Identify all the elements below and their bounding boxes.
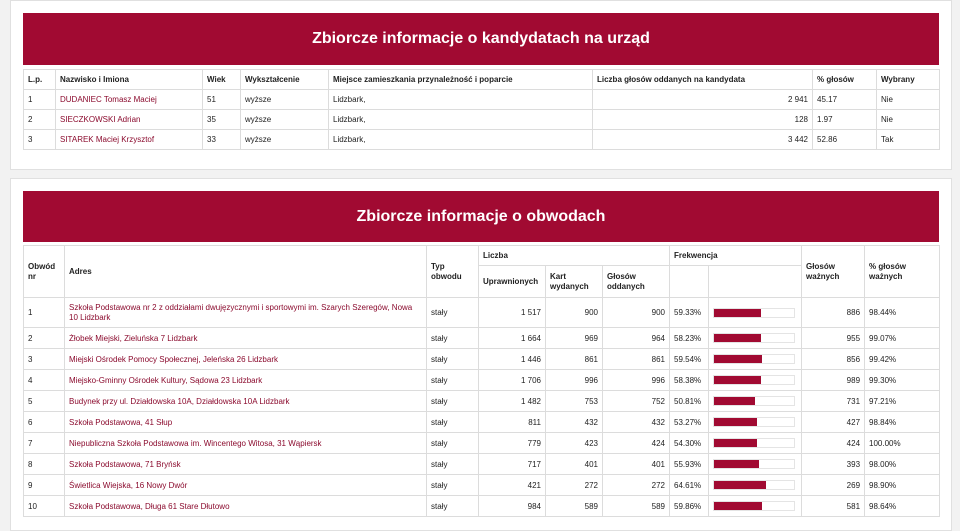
district-address-cell xyxy=(65,475,427,496)
district-row xyxy=(24,475,940,496)
col-turnout-pct xyxy=(670,266,709,298)
candidate-vote-pct: 52.86 xyxy=(813,130,877,150)
district-cast: 900 xyxy=(603,298,670,328)
district-valid-pct: 98.84% xyxy=(865,412,940,433)
district-nr: 6 xyxy=(24,412,65,433)
col-name: Nazwisko i Imiona xyxy=(56,70,203,90)
district-turnout-bar-cell xyxy=(709,328,802,349)
district-address-link[interactable]: Miejski Ośrodek Pomocy Społecznej, Jeleńska 26 Lidzbark xyxy=(69,354,278,364)
district-valid: 581 xyxy=(802,496,865,517)
candidate-lp: 3 xyxy=(24,130,56,150)
district-turnout-bar-cell xyxy=(709,370,802,391)
col-eligible: Uprawnionych xyxy=(479,266,546,298)
candidate-name-cell xyxy=(56,110,203,130)
district-address-cell xyxy=(65,349,427,370)
district-nr: 10 xyxy=(24,496,65,517)
district-valid-pct: 99.30% xyxy=(865,370,940,391)
district-nr: 4 xyxy=(24,370,65,391)
district-cards: 996 xyxy=(546,370,603,391)
turnout-bar-fill xyxy=(714,418,757,426)
district-valid: 955 xyxy=(802,328,865,349)
district-valid-pct: 99.42% xyxy=(865,349,940,370)
district-address-cell xyxy=(65,298,427,328)
district-address-link[interactable]: Świetlica Wiejska, 16 Nowy Dwór xyxy=(69,480,188,490)
district-type: stały xyxy=(427,349,479,370)
district-valid: 886 xyxy=(802,298,865,328)
district-row xyxy=(24,391,940,412)
district-row xyxy=(24,349,940,370)
candidate-row xyxy=(24,110,940,130)
district-address-cell xyxy=(65,391,427,412)
candidate-name-cell xyxy=(56,130,203,150)
district-nr: 2 xyxy=(24,328,65,349)
district-valid: 427 xyxy=(802,412,865,433)
district-cast: 752 xyxy=(603,391,670,412)
col-elected: Wybrany xyxy=(877,70,940,90)
district-address-link[interactable]: Szkoła Podstawowa, Długa 61 Stare Dłutowo xyxy=(69,501,230,511)
district-cards: 861 xyxy=(546,349,603,370)
candidates-title: Zbiorcze informacje o kandydatach na urząd xyxy=(23,13,939,65)
district-address-link[interactable]: Szkoła Podstawowa nr 2 z oddziałami dwujęzycznymi i sportowymi im. Szarych Szeregów, Nowa 10 Lidzbark xyxy=(69,302,413,322)
district-eligible: 811 xyxy=(479,412,546,433)
district-eligible: 1 706 xyxy=(479,370,546,391)
district-row xyxy=(24,433,940,454)
district-address-link[interactable]: Szkoła Podstawowa, 71 Bryńsk xyxy=(69,459,181,469)
district-eligible: 1 517 xyxy=(479,298,546,328)
district-address-link[interactable]: Niepubliczna Szkoła Podstawowa im. Wincentego Witosa, 31 Wąpiersk xyxy=(69,438,322,448)
turnout-bar-fill xyxy=(714,334,761,342)
district-eligible: 1 482 xyxy=(479,391,546,412)
col-residence: Miejsce zamieszkania przynależność i poparcie xyxy=(329,70,593,90)
candidate-age: 35 xyxy=(203,110,241,130)
district-cast: 589 xyxy=(603,496,670,517)
candidate-age: 33 xyxy=(203,130,241,150)
districts-panel xyxy=(10,178,952,531)
district-nr: 9 xyxy=(24,475,65,496)
candidate-votes: 2 941 xyxy=(593,90,813,110)
district-row xyxy=(24,328,940,349)
col-valid-pct: % głosów ważnych xyxy=(865,246,940,298)
district-turnout: 59.33% xyxy=(670,298,709,328)
district-address-cell xyxy=(65,496,427,517)
district-address-link[interactable]: Miejsko-Gminny Ośrodek Kultury, Sądowa 23 Lidzbark xyxy=(69,375,263,385)
turnout-bar-fill xyxy=(714,460,759,468)
col-education: Wykształcenie xyxy=(241,70,329,90)
district-valid-pct: 99.07% xyxy=(865,328,940,349)
turnout-bar xyxy=(713,438,795,448)
district-turnout: 54.30% xyxy=(670,433,709,454)
district-type: stały xyxy=(427,412,479,433)
district-valid-pct: 98.64% xyxy=(865,496,940,517)
district-turnout-bar-cell xyxy=(709,298,802,328)
district-address-link[interactable]: Budynek przy ul. Działdowska 10A, Działdowska 10A Lidzbark xyxy=(69,396,290,406)
district-address-cell xyxy=(65,328,427,349)
candidate-elected: Nie xyxy=(877,110,940,130)
candidate-votes: 3 442 xyxy=(593,130,813,150)
district-turnout-bar-cell xyxy=(709,475,802,496)
candidates-header-row xyxy=(24,70,940,90)
district-turnout-bar-cell xyxy=(709,349,802,370)
district-turnout: 64.61% xyxy=(670,475,709,496)
candidate-lp: 2 xyxy=(24,110,56,130)
district-type: stały xyxy=(427,496,479,517)
district-valid: 393 xyxy=(802,454,865,475)
district-eligible: 984 xyxy=(479,496,546,517)
district-eligible: 421 xyxy=(479,475,546,496)
turnout-bar xyxy=(713,333,795,343)
district-type: stały xyxy=(427,298,479,328)
candidate-lp: 1 xyxy=(24,90,56,110)
district-turnout-bar-cell xyxy=(709,412,802,433)
turnout-bar-fill xyxy=(714,502,762,510)
candidate-name-cell xyxy=(56,90,203,110)
turnout-bar-fill xyxy=(714,376,761,384)
district-address-cell xyxy=(65,412,427,433)
candidate-elected: Tak xyxy=(877,130,940,150)
district-turnout-bar-cell xyxy=(709,454,802,475)
district-nr: 1 xyxy=(24,298,65,328)
district-cards: 969 xyxy=(546,328,603,349)
candidate-residence: Lidzbark, xyxy=(329,90,593,110)
district-turnout: 55.93% xyxy=(670,454,709,475)
district-valid: 269 xyxy=(802,475,865,496)
candidate-education: wyższe xyxy=(241,110,329,130)
district-nr: 3 xyxy=(24,349,65,370)
district-turnout: 53.27% xyxy=(670,412,709,433)
candidate-row xyxy=(24,90,940,110)
candidate-votes: 128 xyxy=(593,110,813,130)
district-address-cell xyxy=(65,454,427,475)
col-turnout: Frekwencja xyxy=(670,246,802,266)
col-district-nr: Obwód nr xyxy=(24,246,65,298)
col-age: Wiek xyxy=(203,70,241,90)
col-lp: L.p. xyxy=(24,70,56,90)
candidate-elected: Nie xyxy=(877,90,940,110)
district-cards: 589 xyxy=(546,496,603,517)
col-turnout-bar xyxy=(709,266,802,298)
district-eligible: 717 xyxy=(479,454,546,475)
candidate-age: 51 xyxy=(203,90,241,110)
candidate-name-link[interactable]: SITAREK Maciej Krzysztof xyxy=(60,135,155,144)
district-turnout: 59.86% xyxy=(670,496,709,517)
candidate-row xyxy=(24,130,940,150)
district-nr: 5 xyxy=(24,391,65,412)
turnout-bar xyxy=(713,375,795,385)
col-type: Typ obwodu xyxy=(427,246,479,298)
district-valid-pct: 98.00% xyxy=(865,454,940,475)
district-cast: 401 xyxy=(603,454,670,475)
district-row xyxy=(24,298,940,328)
district-turnout: 58.23% xyxy=(670,328,709,349)
district-type: stały xyxy=(427,454,479,475)
district-cast: 996 xyxy=(603,370,670,391)
district-cast: 424 xyxy=(603,433,670,454)
district-turnout-bar-cell xyxy=(709,391,802,412)
district-address-link[interactable]: Szkoła Podstawowa, 41 Słup xyxy=(69,417,173,427)
col-cast: Głosów oddanych xyxy=(603,266,670,298)
district-valid-pct: 98.44% xyxy=(865,298,940,328)
district-valid-pct: 98.90% xyxy=(865,475,940,496)
candidate-education: wyższe xyxy=(241,130,329,150)
districts-title: Zbiorcze informacje o obwodach xyxy=(23,191,939,242)
district-address-link[interactable]: Żłobek Miejski, Zieluńska 7 Lidzbark xyxy=(69,333,198,343)
turnout-bar-fill xyxy=(714,397,755,405)
district-cast: 861 xyxy=(603,349,670,370)
turnout-bar xyxy=(713,501,795,511)
turnout-bar-fill xyxy=(714,355,762,363)
turnout-bar xyxy=(713,308,795,318)
district-type: stały xyxy=(427,391,479,412)
col-vote-pct: % głosów xyxy=(813,70,877,90)
district-valid-pct: 97.21% xyxy=(865,391,940,412)
turnout-bar xyxy=(713,417,795,427)
candidate-residence: Lidzbark, xyxy=(329,110,593,130)
candidates-table xyxy=(23,69,940,150)
district-valid: 989 xyxy=(802,370,865,391)
candidate-vote-pct: 45.17 xyxy=(813,90,877,110)
district-cast: 432 xyxy=(603,412,670,433)
district-turnout: 58.38% xyxy=(670,370,709,391)
col-valid: Głosów ważnych xyxy=(802,246,865,298)
col-address: Adres xyxy=(65,246,427,298)
district-valid: 856 xyxy=(802,349,865,370)
candidate-vote-pct: 1.97 xyxy=(813,110,877,130)
district-cards: 900 xyxy=(546,298,603,328)
candidate-name-link[interactable]: SIECZKOWSKI Adrian xyxy=(60,115,141,124)
district-nr: 8 xyxy=(24,454,65,475)
district-valid: 731 xyxy=(802,391,865,412)
turnout-bar xyxy=(713,480,795,490)
district-row xyxy=(24,454,940,475)
district-turnout: 50.81% xyxy=(670,391,709,412)
col-votes: Liczba głosów oddanych na kandydata xyxy=(593,70,813,90)
col-cards: Kart wydanych xyxy=(546,266,603,298)
turnout-bar-fill xyxy=(714,439,757,447)
district-cards: 401 xyxy=(546,454,603,475)
district-eligible: 1 664 xyxy=(479,328,546,349)
district-type: stały xyxy=(427,475,479,496)
district-eligible: 1 446 xyxy=(479,349,546,370)
district-valid: 424 xyxy=(802,433,865,454)
districts-table xyxy=(23,245,940,517)
district-turnout: 59.54% xyxy=(670,349,709,370)
district-cards: 753 xyxy=(546,391,603,412)
district-cards: 432 xyxy=(546,412,603,433)
district-nr: 7 xyxy=(24,433,65,454)
col-count-group: Liczba xyxy=(479,246,670,266)
turnout-bar-fill xyxy=(714,481,766,489)
district-valid-pct: 100.00% xyxy=(865,433,940,454)
district-row xyxy=(24,412,940,433)
district-cast: 964 xyxy=(603,328,670,349)
district-cards: 272 xyxy=(546,475,603,496)
district-cast: 272 xyxy=(603,475,670,496)
district-turnout-bar-cell xyxy=(709,433,802,454)
district-row xyxy=(24,496,940,517)
candidate-education: wyższe xyxy=(241,90,329,110)
candidate-residence: Lidzbark, xyxy=(329,130,593,150)
districts-header-row-1 xyxy=(24,246,940,266)
district-cards: 423 xyxy=(546,433,603,454)
district-type: stały xyxy=(427,433,479,454)
district-turnout-bar-cell xyxy=(709,496,802,517)
district-address-cell xyxy=(65,370,427,391)
turnout-bar xyxy=(713,396,795,406)
district-eligible: 779 xyxy=(479,433,546,454)
candidate-name-link[interactable]: DUDANIEC Tomasz Maciej xyxy=(60,95,157,104)
district-row xyxy=(24,370,940,391)
district-address-cell xyxy=(65,433,427,454)
turnout-bar-fill xyxy=(714,309,761,317)
candidates-panel xyxy=(10,0,952,170)
turnout-bar xyxy=(713,354,795,364)
turnout-bar xyxy=(713,459,795,469)
district-type: stały xyxy=(427,370,479,391)
district-type: stały xyxy=(427,328,479,349)
